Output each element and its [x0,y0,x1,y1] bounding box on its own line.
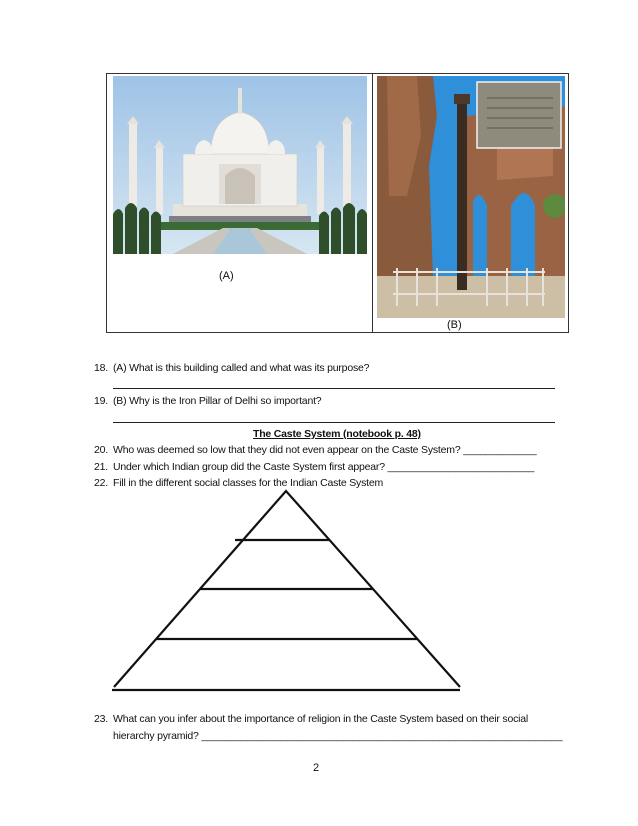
iron-pillar-image [377,76,565,318]
question-text: Who was deemed so low that they did not even appear on the Caste System? _____________ [113,444,537,456]
question-number: 23. [94,713,108,725]
section-heading: The Caste System (notebook p. 48) [253,428,421,440]
question-number: 18. [94,362,108,374]
caste-pyramid-diagram [108,485,468,695]
answer-line[interactable] [113,388,555,389]
image-a-caption: (A) [219,270,234,282]
answer-line[interactable] [113,422,555,423]
question-number: 19. [94,395,108,407]
image-table [106,73,569,333]
question-text: (B) Why is the Iron Pillar of Delhi so important? [113,395,322,407]
question-text: Fill in the different social classes for the Indian Caste System [113,477,384,489]
table-divider [372,74,373,332]
question-number: 20. [94,444,108,456]
question-text-continued: hierarchy pyramid? ________________________________________________________________ [113,730,563,742]
image-b-caption: (B) [447,319,462,331]
question-number: 22. [94,477,108,489]
question-number: 21. [94,461,108,473]
taj-mahal-image [113,76,367,254]
page-number: 2 [313,762,320,774]
question-text: What can you infer about the importance of religion in the Caste System based on their social [113,713,529,725]
question-text: Under which Indian group did the Caste System first appear? __________________________ [113,461,535,473]
question-text: (A) What is this building called and what was its purpose? [113,362,370,374]
